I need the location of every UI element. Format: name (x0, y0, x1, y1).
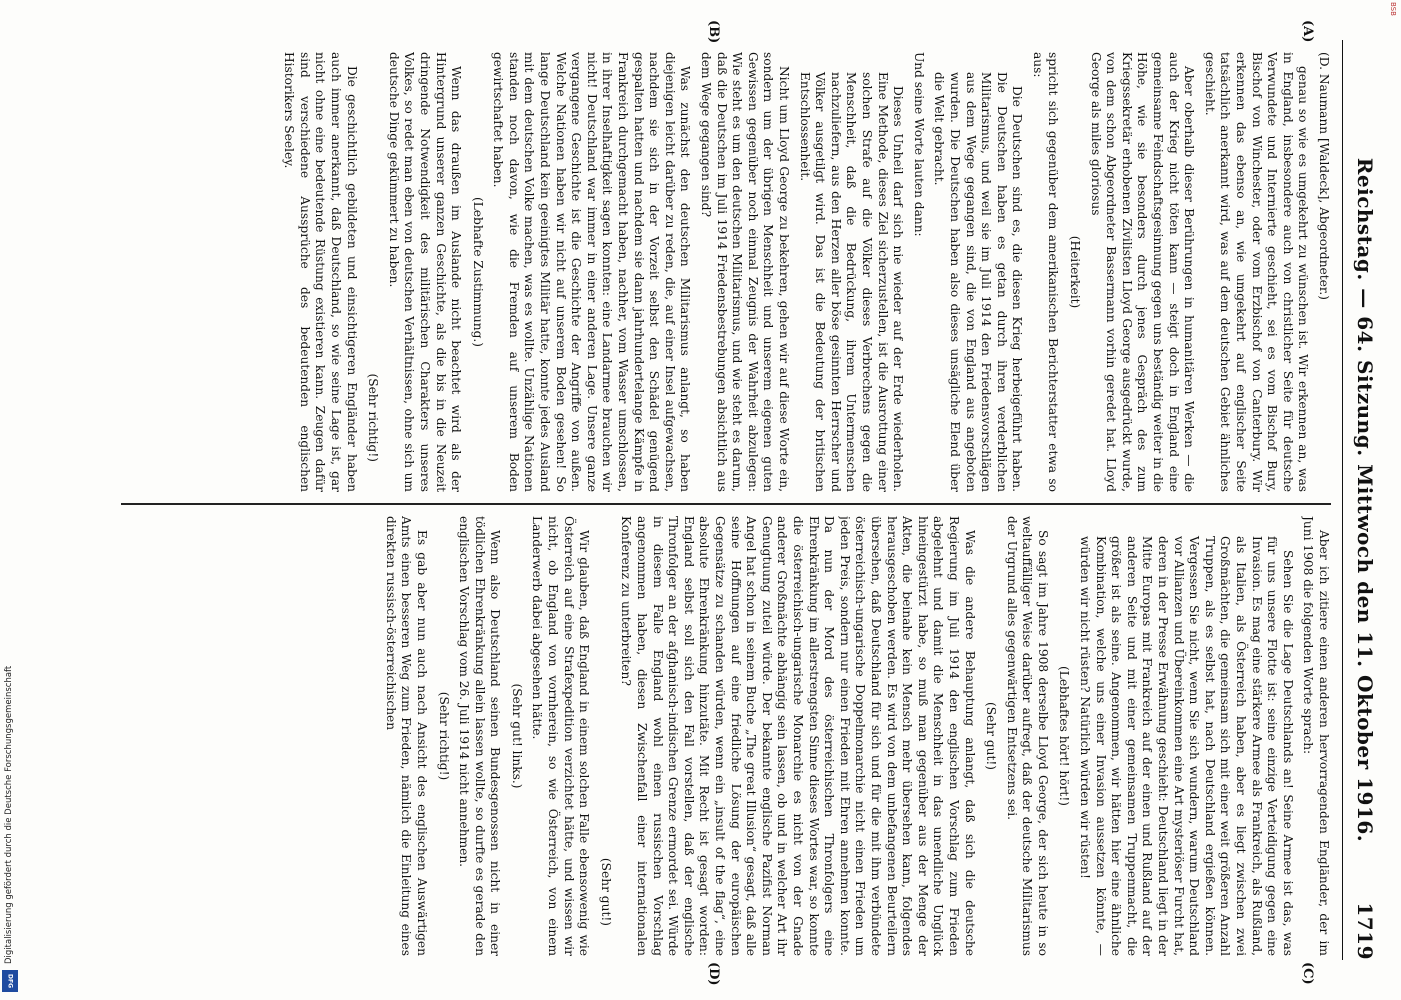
interjection: (Heiterkeit) (1068, 235, 1083, 309)
paragraph: Was die andere Behauptung anlangt, daß sich die deutsche Regierung im Juli 1914 den englischen Vorschlag zum Frieden abgelehnt und damit die Menschheit in das unendliche Unglück hineingestürzt habe, so muß man gegenüber aus der Menge der Akten, die beinahe kein Mensch mehr übersehen kann, folgendes herausgeschoben werden. Es wird von dem unbefangenen Beurteilern übersehen, daß Deutschland für sich und für die mit ihm verbündete österreichisch-ungarische Doppelmonarchie nicht einen Frieden um jeden Preis, sondern nur einen Frieden mit Ehren annehmen konnte. Da nun der Mord des österreichischen Thronfolgers eine Ehrenkränkung im allerstrengsten Sinne dieses Wortes war, so konnte die österreichisch-ungarische Monarchie es nicht von der Gnade anderer Großmächte abhängig sein lassen, ob und in welcher Art ihr Genugtuung zuteil würde. Der bekannte englische Pazifist Norman Angel hat schon in seinem Buche „The great Illusion“ gesagt, daß alle seine Hoffnungen auf eine friedliche Lösung der europäischen Gegensätze zu schanden würden, wenn ein „insult of the flag“, eine absolute Ehrenkränkung hinzutäte. Mit Recht ist gesagt worden: England selbst soll sich den Fall vorstellen, daß der englische Thronfolger an der afghanisch-indischen Grenze ermordet sei. Würde in diesem Falle England wohl einen russischen Vorschlag angenommen haben, diesen Zwischenfall einer internationalen Konferenz zu unterbreiten? (619, 516, 977, 956)
paragraph: Wenn das draußen im Auslande nicht beachtet wird als der Hintergrund unserer ganzen Geschichte, als die bis in die Neuzeit dringende Notwendigkeit des militärischen Charakters unseres Volkes, so redet man eben von deutschen Verhältnissen, ohne sich um deutsche Dinge gekümmert zu haben. (386, 52, 464, 492)
library-watermark: BSB (1389, 2, 1397, 16)
interjection: (Sehr gut!) (984, 701, 999, 771)
left-column (61, 52, 1331, 492)
paragraph: So sagt im Jahre 1908 derselbe Lloyd George, der sich heute in so weltauffälliger Weise darüber aufregt, daß der deutsche Militarismus der Urgrund alles gegenwärtigen Entsetzens sei. (1004, 516, 1050, 956)
quotation: Sehen Sie die Lage Deutschlands an! Seine Armee ist das, was für uns unsere Flotte ist: seine einzige Verteidigung gegen eine Invasion. Es mag eine stärkere Armee als Frankreich, als Rußland, als Italien, als Österreich haben, aber es liegt zwischen zwei Großmächten, die gemeinsam sich mit einer weit größeren Anzahl Truppen, als es selbst hat, nach Deutschland ergießen können. Vergessen Sie nicht, wenn Sie sich wundern, warum Deutschland vor Allianzen und Übereinkommen eine Art mysteriöser Furcht hat, deren in der Presse Erwähnung geschieht: Deutschland liegt in der Mitte Europas mit Frankreich auf der einen und Rußland auf der anderen Seite und mit einer gemeinsamen Truppenmacht, die größer ist als seine. Angenommen, wir hätten hier eine ähnliche Kombination, welche uns einer Invasion aussetzen könnte, — würden wir nicht rüsten? Natürlich würden wir rüsten! (1078, 536, 1295, 956)
dfg-logo-icon: DFG (2, 970, 18, 992)
interjection: (Sehr richtig!) (366, 373, 381, 462)
paragraph: Wenn also Deutschland seinen Bundesgenossen nicht in einer tödlichen Ehrenkränkung allein lassen wollte, so durfte es gerade den englischen Vorschlag vom 26. Juli 1914 nicht annehmen. (457, 516, 503, 956)
digitization-note: Digitalisierung gefördert durch die Deutsche Forschungsgemeinschaft (4, 665, 14, 964)
page-number: 1719 (1353, 902, 1377, 960)
interjection: (Lebhafte Zustimmung.) (470, 196, 485, 348)
paragraph: Es gab aber nun auch nach Ansicht des englischen Auswärtigen Amts einen besseren Weg zum Frieden, nämlich die Einleitung eines direkten russisch-österreichischen (383, 516, 429, 956)
speaker-line: (D. Naumann [Waldeck], Abgeordneter.) (1317, 52, 1331, 300)
paragraph: Aber oberhalb dieser Berührungen in humanitären Werken — die auch der Krieg nicht töten kann — steigt doch in England eine gemeinsame Feindschaftsgesinnung gegen uns beständig weiter in die Höhe, wie sie besonders durch jenes Gespräch des zum Kriegssekretär erhobenen Zivilisten Lloyd George ausgedrückt wurde, von dem schon Abgeordneter Bassermann vorhin geredet hat. Lloyd George als miles gloriosus (1088, 52, 1197, 492)
paragraph: Aber ich zitiere einen anderen hervorragenden Engländer, der im Juni 1908 die folgenden Worte sprach: (1301, 516, 1331, 956)
page-header (1342, 40, 1383, 960)
margin-letter-b: (B) (706, 20, 721, 44)
interjection: (Sehr gut! links.) (509, 683, 524, 789)
paragraph: Wir glauben, daß England in einem solchen Falle ebensowenig wie Österreich auf eine Strafexpedition verzichtet hätte, und wissen wir nicht, ob England von vornherein, so wie Österreich, von einem Landerwerb dabei abgesehen hätte. (530, 516, 592, 956)
margin-letter-d: (D) (706, 962, 721, 986)
quotation: Dieses Unheil darf sich nie wieder auf der Erde wiederholen. Eine Methode, dieses Ziel sicherzustellen, ist die Ausrottung einer solchen Strafe auf die Völker dieses Verbrechens gegen die Menschheit, daß die Bedrückung, ihrem Untermenschen nachzuliefern, aus den Herzen aller böse gesinnten Herrscher und Völker ausgetilgt wird. Das ist die Bedeutung der britischen Entschlossenheit. (797, 72, 906, 492)
paragraph: Die geschichtlich gebildeten und einsichtigeren Engländer haben auch immer anerkannt, daß Deutschland, so wie seine Lage ist, gar nicht ohne eine bedeutende Rüstung existieren kann. Zeugen dafür sind verschiedene Aussprüche des bedeutenden englischen Historikers Seeley. (282, 52, 359, 492)
paragraph: Was zunächst den deutschen Militarismus anlangt, so haben diejenigen leicht darüber zu reden, die, auf einer Insel aufgewachsen, nachdem sie sich in der Vorzeit selbst den Schädel genügend gespalten hatten und nachdem sie dann jahrhundertelange Kämpfe in Frankreich durchgemacht haben, nachher, vom Wasser umschlossen, in ihrer Inselhaftigkeit sagen konnten: eine Landarmee brauchen wir nicht! Deutschland war immer in einer anderen Lage. Unsere ganze vergangene Geschichte ist die Geschichte der Angriffe von außen. Welche Nationen haben wir nicht auf unserem Boden gesehen! So lange Deutschland kein geeinigtes Militär hatte, konnte jedes Ausland mit dem deutschen Volke machen, was es wollte. Unzählige Nationen standen noch davon, wie die Fremden auf unserem Boden gewirtschaftet haben. (491, 52, 693, 492)
right-column (61, 516, 1331, 956)
margin-letter-a: (A) (1300, 20, 1315, 43)
paragraph: spricht sich gegenüber dem amerikanischen Berichterstatter etwa so aus: (1030, 52, 1061, 492)
running-title: Reichstag. — 64. Sitzung. Mittwoch den 11. Oktober 1916. (1353, 157, 1377, 843)
interjection: (Sehr gut!) (598, 857, 613, 926)
quotation: Die Deutschen sind es, die diesen Krieg herbeigeführt haben. Die Deutschen haben es getan durch ihren verderblichen Militarismus, und weil sie im Juli 1914 den Friedensvorschlägen aus dem Wege gegangen sind, die von England aus angeboten wurden. Die Deutschen haben also dieses unsägliche Elend über die Welt gebracht. (932, 72, 1025, 492)
margin-letter-c: (C) (1300, 962, 1315, 985)
paragraph: Nicht um Lloyd George zu bekehren, gehen wir auf diese Worte ein, sondern um der übrigen Menschheit und unserem eigenen guten Gewissen gegenüber noch einmal Zeugnis der Wahrheit abzulegen: Wie steht es um den deutschen Militarismus, und wie steht es darum, daß die Deutschen im Juli 1914 Friedensbestrebungen absichtlich aus dem Wege gegangen sind? (699, 52, 791, 492)
interjection: (Lebhaftes hört! hört!) (1057, 666, 1072, 806)
paragraph: Und seine Worte lauten dann: (911, 52, 926, 237)
interjection: (Sehr richtig!) (436, 691, 451, 781)
paragraph: genau so wie es umgekehrt zu wünschen ist. Wir erkennen an, was in England, insbesondere auch von christlicher Seite für deutsche Verwundete und Internierte geschieht, sei es vom Bischof Bury, Bischof von Winchester, oder vom Erzbischof von Canterbury. Wir erkennen das ebenso an, wie umgekehrt auf englischer Seite tatsächlich anerkannt wird, was auf dem deutschen Gebiet ähnliches geschieht. (1202, 52, 1311, 492)
column-divider (121, 503, 1331, 505)
